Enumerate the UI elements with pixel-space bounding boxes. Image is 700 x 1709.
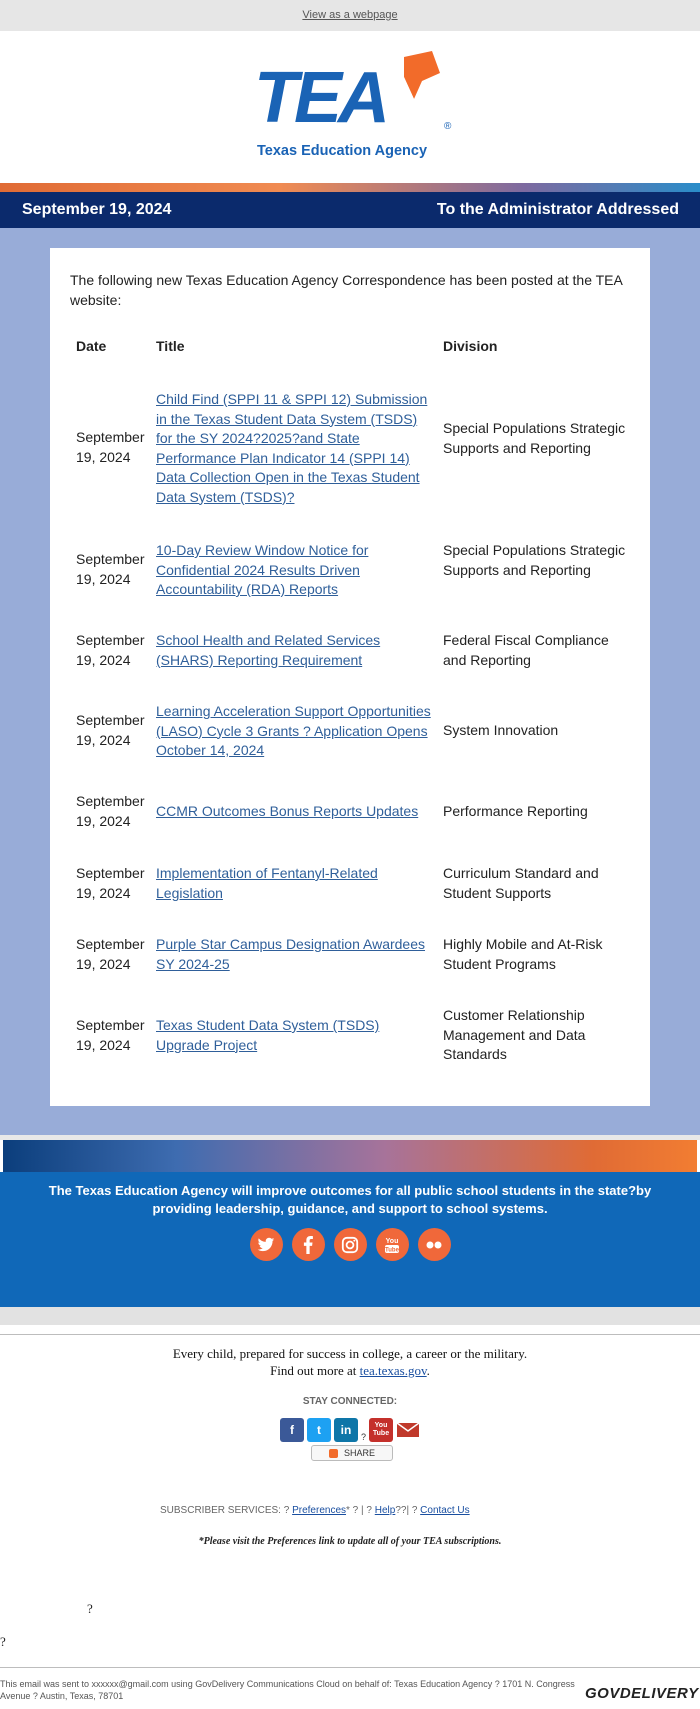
- row-title: [156, 390, 432, 507]
- logo-letters: TEA: [254, 58, 386, 138]
- svg-text:Tube: Tube: [385, 1246, 399, 1253]
- correspondence-card: [50, 248, 650, 1106]
- mission-statement: The Texas Education Agency will improve outcomes for all public school students in the state?by providing leadership, guidance, and support to school systems.: [48, 1183, 652, 1216]
- row-division: Special Populations Strategic Supports and Reporting: [443, 542, 626, 578]
- facebook-icon[interactable]: [292, 1228, 325, 1261]
- date-bar: [0, 192, 700, 228]
- twitter-icon[interactable]: [250, 1228, 283, 1261]
- row-division: Federal Fiscal Compliance and Reporting: [443, 632, 609, 668]
- share-button[interactable]: SHARE: [311, 1445, 393, 1461]
- row-title: [156, 864, 432, 903]
- tagline: Every child, prepared for success in college, a career or the military.: [172, 1346, 528, 1361]
- placeholder-char: ?: [0, 1634, 6, 1649]
- svg-text:You: You: [385, 1237, 399, 1245]
- twitter-icon[interactable]: t: [307, 1418, 331, 1442]
- col-header-division: Division: [443, 338, 498, 354]
- bottom-rule: [0, 1667, 700, 1668]
- plus-icon: [329, 1449, 338, 1458]
- row-date: September 19, 2024: [76, 632, 145, 668]
- stay-connected-icons: f t in ? You Tube: [0, 1418, 700, 1442]
- tea-website-link[interactable]: tea.texas.gov: [359, 1363, 427, 1378]
- top-bar: [0, 0, 700, 31]
- row-title-link[interactable]: Learning Acceleration Support Opportunities (LASO) Cycle 3 Grants ? Application Opens October 14, 2024: [156, 703, 431, 758]
- row-title-link[interactable]: Purple Star Campus Designation Awardees SY 2024-25: [156, 936, 426, 972]
- contact-us-link[interactable]: Contact Us: [420, 1505, 470, 1516]
- footer-gradient-bar: [3, 1140, 697, 1172]
- addressed-to: To the Administrator Addressed: [436, 201, 679, 218]
- flickr-icon[interactable]: [418, 1228, 451, 1261]
- row-division: Performance Reporting: [443, 803, 588, 819]
- row-title-link[interactable]: Texas Student Data System (TSDS) Upgrade Project: [156, 1017, 380, 1053]
- row-date: September 19, 2024: [76, 936, 145, 972]
- row-division: Customer Relationship Management and Data Standards: [443, 1007, 586, 1062]
- view-as-webpage-link[interactable]: View as a webpage: [302, 9, 398, 21]
- row-division: Highly Mobile and At-Risk Student Programs: [443, 936, 603, 972]
- row-title-link[interactable]: CCMR Outcomes Bonus Reports Updates: [156, 803, 419, 819]
- social-links: [0, 1228, 700, 1261]
- preferences-link[interactable]: Preferences: [292, 1505, 347, 1516]
- footer-grey-band: [0, 1307, 700, 1325]
- stay-connected-label: STAY CONNECTED:: [302, 1396, 398, 1407]
- row-title-link[interactable]: 10-Day Review Window Notice for Confidential 2024 Results Driven Accountability (RDA) Reports: [156, 542, 369, 597]
- row-date: September 19, 2024: [76, 865, 145, 901]
- find-out-more: Find out more at tea.texas.gov.: [270, 1363, 430, 1378]
- issue-date: September 19, 2024: [22, 201, 172, 218]
- govdelivery-logo[interactable]: GOVDELIVERY: [585, 1685, 699, 1702]
- row-date: September 19, 2024: [76, 793, 145, 829]
- facebook-icon[interactable]: f: [280, 1418, 304, 1442]
- intro-text: The following new Texas Education Agency Correspondence has been posted at the TEA website:: [70, 272, 623, 308]
- svg-text:®: ®: [444, 121, 452, 132]
- row-date: September 19, 2024: [76, 551, 145, 587]
- col-header-title: Title: [156, 338, 185, 354]
- youtube-icon[interactable]: [376, 1228, 409, 1261]
- row-date: September 19, 2024: [76, 1017, 145, 1053]
- row-division: Curriculum Standard and Student Supports: [443, 865, 599, 901]
- row-title-link[interactable]: Child Find (SPPI 11 & SPPI 12) Submission in the Texas Student Data System (TSDS) for the SY 2024?2025?and State Performance Plan Indicator 14 (SPPI 14) Data Collection Open in the Texas Student Data System (TSDS)?: [156, 391, 428, 505]
- row-title-link[interactable]: School Health and Related Services (SHARS) Reporting Requirement: [156, 632, 381, 668]
- row-title: [156, 1016, 432, 1055]
- row-title: [156, 541, 432, 600]
- content-background: [0, 228, 700, 1135]
- row-title-link[interactable]: Implementation of Fentanyl-Related Legislation: [156, 865, 378, 901]
- header-logo-area: [0, 31, 700, 183]
- preferences-note: *Please visit the Preferences link to update all of your TEA subscriptions.: [198, 1536, 502, 1547]
- row-title: [156, 935, 432, 974]
- row-title: [156, 631, 432, 670]
- row-title: [156, 702, 432, 761]
- row-date: September 19, 2024: [76, 429, 145, 465]
- subscriber-services: SUBSCRIBER SERVICES: ? Preferences* ? | ? Help??| ? Contact Us: [160, 1505, 470, 1516]
- disclaimer-text: This email was sent to xxxxxx@gmail.com using GovDelivery Communications Cloud on behalf of: Texas Education Agency ? 1701 N. Congress Avenue ? Austin, Texas, 78701: [0, 1679, 575, 1701]
- mission-footer: [0, 1172, 700, 1307]
- header-gradient-bar: [0, 183, 700, 192]
- placeholder-char: ?: [87, 1601, 93, 1616]
- instagram-icon[interactable]: [334, 1228, 367, 1261]
- logo-agency-name: Texas Education Agency: [257, 143, 428, 159]
- email-icon[interactable]: [396, 1418, 420, 1442]
- row-date: September 19, 2024: [76, 712, 145, 748]
- help-link[interactable]: Help: [374, 1505, 396, 1516]
- col-header-date: Date: [76, 338, 107, 354]
- row-title: [156, 802, 432, 822]
- youtube-icon[interactable]: You Tube: [369, 1418, 393, 1442]
- row-division: System Innovation: [443, 722, 559, 738]
- tea-logo[interactable]: [254, 47, 454, 177]
- linkedin-icon[interactable]: in: [334, 1418, 358, 1442]
- row-division: Special Populations Strategic Supports and Reporting: [443, 420, 626, 456]
